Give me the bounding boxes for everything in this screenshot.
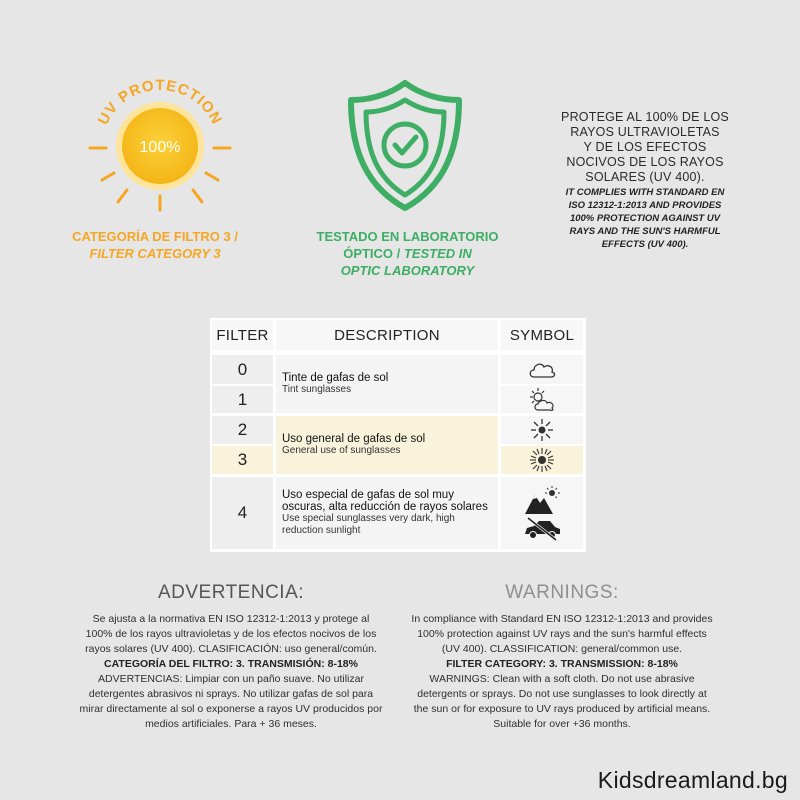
uv-percent: 100%: [139, 139, 181, 156]
sun-icon: [80, 78, 240, 228]
uv-arc-text: UV PROTECTION: [94, 78, 226, 128]
warnings-en-title: WARNINGS:: [505, 582, 619, 603]
description-group-2: Uso general de gafas de sol General use of sunglasses: [276, 416, 498, 474]
cloud-icon: [501, 355, 583, 384]
mountain-sun-icon: [523, 485, 561, 515]
protection-statement: [545, 110, 745, 251]
warnings-en-body: In compliance with Standard EN ISO 12312-1:2013 and provides 100% protection against UV rays and the sun's harmful effects (UV 400). CLASSIFICATION: general/common use. FILTER CATEGORY: 3. TRANSMISSION: 8-18% WARNINGS: Clean with a soft cloth. Do not use abrasive detergents or sprays. Do not use sunglasses to look directly at the sun or for exposure to UV rays produced by artificial means. Suitable for over +36 months.: [411, 613, 713, 730]
description-group-3: Uso especial de gafas de sol muy oscuras, alta reducción de rayos solares Use special sunglasses very dark, high reduction sunlight: [276, 477, 498, 549]
filter-0: 0: [212, 355, 273, 384]
brand-watermark: Kidsdreamland.bg: [597, 767, 788, 793]
lab-caption-en-2: OPTIC LABORATORY: [340, 263, 475, 278]
lab-tested-badge: [345, 78, 465, 213]
filter-2: 2: [212, 416, 273, 444]
lab-caption-es-1: TESTADO EN LABORATORIO: [316, 229, 499, 244]
sun-cloud-icon: [501, 386, 583, 413]
protection-es: PROTEGE AL 100% DE LOS RAYOS ULTRAVIOLETAS Y DE LOS EFECTOS NOCIVOS DE LOS RAYOS SOLARES (UV 400).: [561, 110, 729, 184]
lab-caption-es-2: ÓPTICO /: [343, 246, 401, 261]
warnings-es: [56, 582, 406, 732]
uv-protection-badge: [80, 78, 240, 228]
uv-caption-en: FILTER CATEGORY 3: [89, 246, 221, 261]
no-driving-car-icon: [522, 517, 562, 541]
uv-caption: [40, 228, 270, 262]
lab-caption-en-1: TESTED IN: [403, 246, 472, 261]
shield-check-icon: [345, 78, 465, 213]
protection-en: IT COMPLIES WITH STANDARD EN ISO 12312-1:2013 AND PROVIDES 100% PROTECTION AGAINST UV RAYS AND THE SUN'S HARMFUL EFFECTS (UV 400).: [565, 187, 725, 250]
filter-1: 1: [212, 386, 273, 413]
lab-caption: [300, 228, 515, 279]
filter-4: 4: [212, 477, 273, 549]
warnings-es-body: Se ajusta a la normativa EN ISO 12312-1:2013 y protege al 100% de los rayos ultravioletas y de los efectos nocivos de los rayos solares (UV 400). CLASIFICACIÓN: uso general/común. CATEGORÍA DEL FILTRO: 3. TRANSMISIÓN: 8-18% ADVERTENCIAS: Limpiar con un paño suave. No utilizar detergentes abrasivos ni sprays. No utilizar gafas de sol para mirar directamente al sol o exponerse a rayos UV producidos por medios artificiales. Para + 36 meses.: [79, 613, 383, 730]
header-symbol: SYMBOL: [501, 320, 583, 350]
description-group-1: Tinte de gafas de sol Tint sunglasses: [276, 355, 498, 413]
symbol-group-4: [501, 477, 583, 549]
header-description: DESCRIPTION: [276, 320, 498, 350]
filter-table: [210, 318, 586, 552]
warnings-es-title: ADVERTENCIA:: [157, 582, 305, 603]
warnings-en: [392, 582, 732, 732]
bright-sun-icon: [501, 446, 583, 474]
header-filter: FILTER: [212, 320, 273, 350]
sun-icon: [501, 416, 583, 444]
filter-3: 3: [212, 446, 273, 474]
uv-caption-es: CATEGORÍA DE FILTRO 3 /: [72, 229, 238, 244]
